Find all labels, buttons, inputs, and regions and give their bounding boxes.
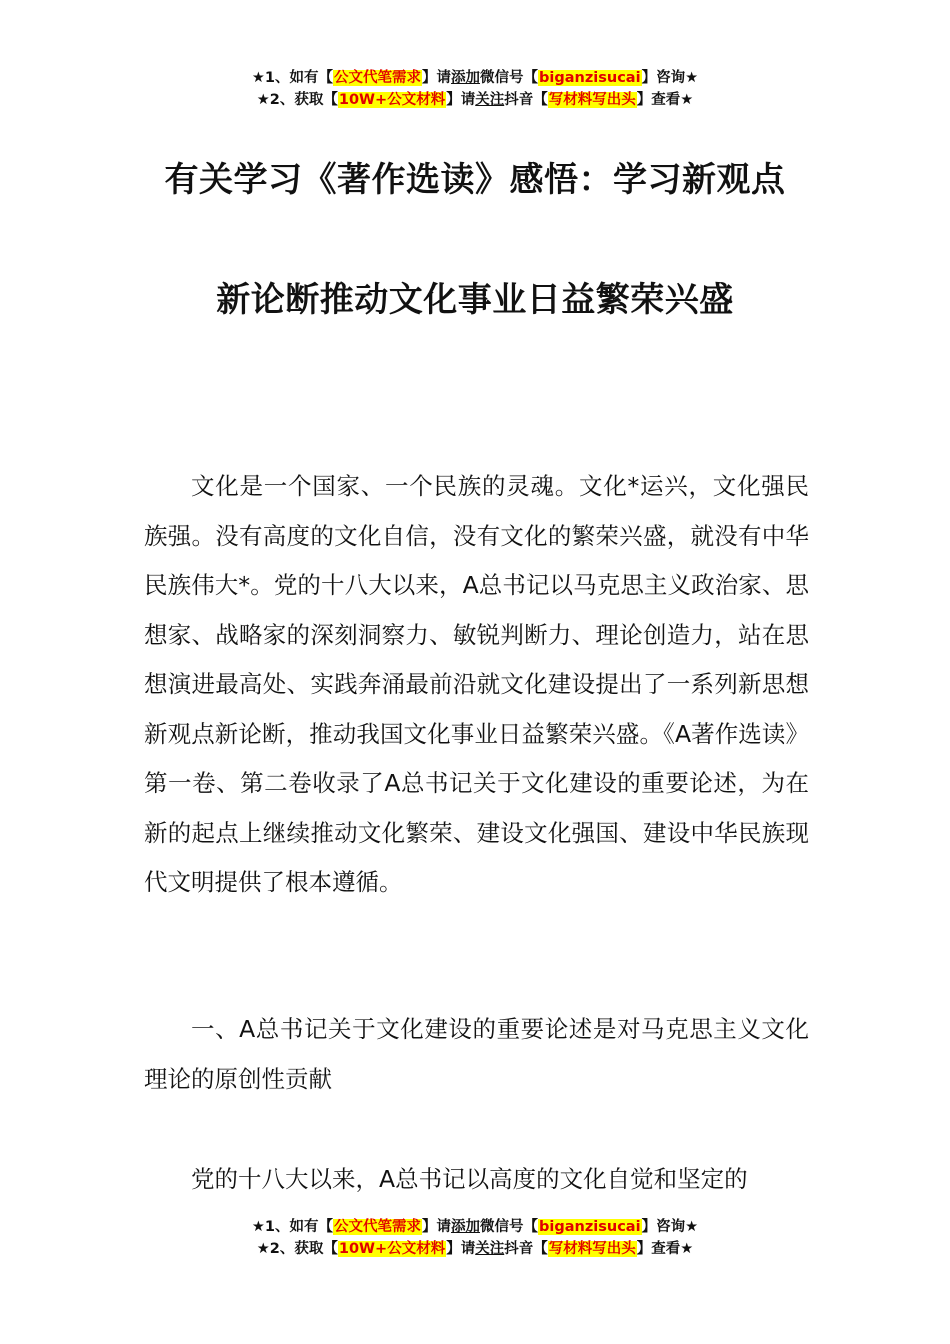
document-title-line-2: 新论断推动文化事业日益繁荣兴盛 [216, 280, 734, 320]
highlight-ghostwriting: 公文代笔需求 [334, 1219, 422, 1235]
paragraph-section-1: 党的十八大以来，A总书记以高度的文化自觉和坚定的 [191, 1165, 748, 1193]
highlight-materials: 10W+公文材料 [338, 1241, 446, 1257]
header-ad-line-1: ★1、如有【公文代笔需求】请添加微信号【biganzisucai】咨询★ [251, 70, 699, 86]
footer-ad-line-2: ★2、获取【10W+公文材料】请关注抖音【写材料写出头】查看★ [256, 1241, 694, 1257]
section-heading-1: 一、A总书记关于文化建设的重要论述是对马克思主义文化理论的原创性贡献 [144, 1015, 809, 1093]
highlight-ghostwriting: 公文代笔需求 [334, 70, 422, 86]
header-ad-line-2: ★2、获取【10W+公文材料】请关注抖音【写材料写出头】查看★ [256, 92, 694, 108]
highlight-douyin: 写材料写出头 [548, 1241, 636, 1257]
highlight-douyin: 写材料写出头 [548, 92, 636, 108]
document-title-line-1: 有关学习《著作选读》感悟：学习新观点 [164, 160, 786, 200]
paragraph-intro: 文化是一个国家、一个民族的灵魂。文化*运兴，文化强民族强。没有高度的文化自信，没有文化的繁荣兴盛，就没有中华民族伟大*。党的十八大以来，A总书记以马克思主义政治家、思想家、战略家的深刻洞察力、敏锐判断力、理论创造力，站在思想演进最高处、实践奔涌最前沿就文化建设提出了一系列新思想新观点新论断，推动我国文化事业日益繁荣兴盛。《A著作选读》第一卷、第二卷收录了A总书记关于文化建设的重要论述，为在新的起点上继续推动文化繁荣、建设文化强国、建设中华民族现代文明提供了根本遵循。 [144, 472, 809, 896]
highlight-wechat-id: biganzisucai [539, 70, 641, 86]
header-ad [0, 67, 950, 111]
footer-ad [0, 1216, 950, 1260]
highlight-materials: 10W+公文材料 [338, 92, 446, 108]
highlight-wechat-id: biganzisucai [539, 1219, 641, 1235]
footer-ad-line-1: ★1、如有【公文代笔需求】请添加微信号【biganzisucai】咨询★ [251, 1219, 699, 1235]
